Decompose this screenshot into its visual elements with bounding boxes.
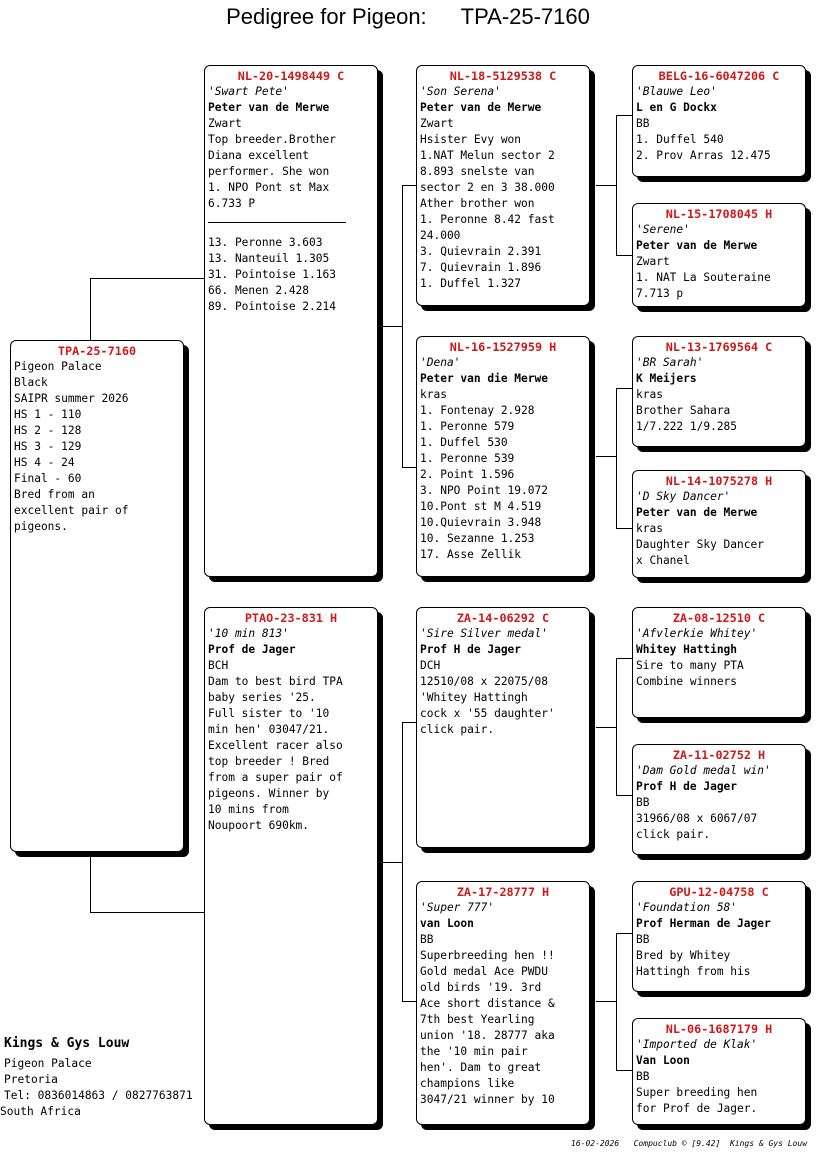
breeder-name: Prof H de Jager [636, 780, 738, 793]
pigeon-name: '10 min 813' [208, 627, 289, 640]
info-line: 1. Fontenay 2.928 [420, 404, 535, 417]
breeder-name: Whitey Hattingh [636, 643, 738, 656]
title-prefix: Pedigree for Pigeon: [226, 4, 427, 29]
info-line: from a super pair of [208, 771, 343, 784]
info-line: Bred by Whitey [636, 949, 731, 962]
ddd-card[interactable] [632, 1018, 806, 1125]
ring-number: NL-18-5129538 C [449, 69, 557, 83]
pigeon-name: 'Afvlerkie Whitey' [636, 627, 758, 640]
connector-line [616, 388, 632, 389]
info-line: 10 mins from [208, 803, 289, 816]
info-line: 1. NAT La Souteraine [636, 271, 771, 284]
ring-number: GPU-12-04758 C [669, 885, 769, 899]
connector-line [382, 326, 402, 327]
info-line: min hen' 03047/21. [208, 723, 330, 736]
info-line: 3. Quievrain 2.391 [420, 245, 542, 258]
info-line: 1. Peronne 8.42 fast [420, 213, 555, 226]
result-line: 13. Peronne 3.603 [208, 236, 323, 249]
info-line: 2. Point 1.596 [420, 468, 515, 481]
dss-card[interactable] [632, 607, 806, 718]
connector-line [616, 658, 617, 795]
ring-number: NL-15-1708045 H [665, 207, 773, 221]
info-line: kras [636, 388, 663, 401]
info-line: HS 3 - 129 [14, 440, 82, 453]
info-line: BB [636, 1070, 650, 1083]
info-line: 10. Sezanne 1.253 [420, 532, 535, 545]
info-line: the '10 min pair [420, 1045, 528, 1058]
connector-line [616, 388, 617, 528]
connector-line [616, 528, 632, 529]
info-line: baby series '25. [208, 691, 316, 704]
connector-line [402, 467, 416, 468]
info-line: 17. Asse Zellik [420, 548, 522, 561]
info-line: Full sister to '10 [208, 707, 330, 720]
owner-line: Tel: 0836014863 / 0827763871 [4, 1089, 193, 1102]
info-line: 24.000 [420, 229, 461, 242]
connector-line [402, 1001, 416, 1002]
connector-line [616, 115, 632, 116]
connector-line [402, 722, 403, 1001]
page-title [0, 4, 816, 30]
pigeon-name: 'Son Serena' [420, 85, 501, 98]
info-line: click pair. [420, 723, 495, 736]
breeder-name: Prof Herman de Jager [636, 917, 771, 930]
connector-line [90, 278, 204, 279]
connector-line [596, 185, 616, 186]
pigeon-name: 'Swart Pete' [208, 85, 289, 98]
info-line: kras [420, 388, 447, 401]
info-line: Daughter Sky Dancer [636, 538, 764, 551]
pigeon-name: 'Sire Silver medal' [420, 627, 548, 640]
info-line: Ace short distance & [420, 997, 555, 1010]
pigeon-name: 'Imported de Klak' [636, 1038, 758, 1051]
result-line: 89. Pointoise 2.214 [208, 300, 336, 313]
info-line: Dam to best bird TPA [208, 675, 343, 688]
sdd-card[interactable] [632, 470, 806, 578]
info-line: 3. NPO Point 19.072 [420, 484, 548, 497]
info-line: Bred from an [14, 488, 95, 501]
info-line: pigeons. [14, 520, 68, 533]
info-line: 1. Duffel 1.327 [420, 277, 522, 290]
info-line: x Chanel [636, 554, 690, 567]
dam-sire-card[interactable] [416, 607, 590, 848]
info-line: union '18. 28777 aka [420, 1029, 555, 1042]
info-line: BB [636, 117, 650, 130]
ring-number: PTAO-23-831 H [244, 611, 338, 625]
pigeon-name: 'Super 777' [420, 901, 495, 914]
info-line: Hsister Evy won [420, 133, 522, 146]
connector-line [616, 658, 632, 659]
ring-number: ZA-08-12510 C [672, 611, 766, 625]
connector-line [596, 1001, 616, 1002]
info-line: top breeder ! Bred [208, 755, 330, 768]
info-line: 1. Peronne 539 [420, 452, 515, 465]
sire-dam-card[interactable] [416, 336, 590, 577]
connector-line [402, 185, 416, 186]
breeder-name: Prof H de Jager [420, 643, 522, 656]
pigeon-name: 'Blauwe Leo' [636, 85, 717, 98]
info-line: 1. Peronne 579 [420, 420, 515, 433]
info-line: 1. Duffel 540 [636, 133, 724, 146]
info-line: HS 4 - 24 [14, 456, 75, 469]
result-line: 31. Pointoise 1.163 [208, 268, 336, 281]
info-line: 31966/08 x 6067/07 [636, 812, 758, 825]
breeder-name: Prof de Jager [208, 643, 296, 656]
breeder-name: K Meijers [636, 372, 697, 385]
info-line: Diana excellent [208, 149, 310, 162]
ring-number: ZA-17-28777 H [456, 885, 550, 899]
info-line: performer. She won [208, 165, 330, 178]
connector-line [616, 1070, 632, 1071]
dam-card[interactable] [204, 607, 378, 1125]
info-line: 10.Quievrain 3.948 [420, 516, 542, 529]
sire-sire-card[interactable] [416, 65, 590, 306]
info-line: Hattingh from his [636, 965, 751, 978]
title-ring: TPA-25-7160 [460, 4, 590, 29]
pigeon-name: 'D Sky Dancer' [636, 490, 731, 503]
info-line: hen'. Dam to great [420, 1061, 542, 1074]
breeder-name: L en G Dockx [636, 101, 717, 114]
connector-line [382, 862, 402, 863]
info-line: old birds '19. 3rd [420, 981, 542, 994]
owner-line: Pigeon Palace [4, 1057, 92, 1070]
pigeon-name: 'Dena' [420, 356, 461, 369]
connector-line [616, 933, 617, 1070]
ring-number: ZA-14-06292 C [456, 611, 550, 625]
info-line: 6.733 P [208, 197, 256, 210]
info-line: 1/7.222 1/9.285 [636, 420, 738, 433]
sire-card[interactable] [204, 65, 378, 577]
breeder-name: Peter van de Merwe [420, 101, 542, 114]
breeder-name: Peter van de Merwe [208, 101, 330, 114]
owner-info [0, 1036, 193, 1120]
info-line: 12510/08 x 22075/08 [420, 675, 548, 688]
result-line: 13. Nanteuil 1.305 [208, 252, 330, 265]
ring-number: NL-16-1527959 H [449, 340, 557, 354]
connector-line [616, 933, 632, 934]
pigeon-name: 'BR Sarah' [636, 356, 704, 369]
info-line: HS 2 - 128 [14, 424, 82, 437]
pigeon-name: 'Serene' [636, 223, 690, 236]
info-line: Ather brother won [420, 197, 535, 210]
info-line: Sire to many PTA [636, 659, 744, 672]
connector-line [402, 722, 416, 723]
info-line: Pigeon Palace [14, 360, 102, 373]
info-line: Final - 60 [14, 472, 82, 485]
connector-line [90, 912, 204, 913]
info-line: 3047/21 winner by 10 [420, 1093, 555, 1106]
footer-credit: 16-02-2026 Compuclub © [9.42] Kings & Gys Louw [571, 1139, 808, 1148]
info-line: Excellent racer also [208, 739, 343, 752]
info-line: SAIPR summer 2026 [14, 392, 129, 405]
ring-number: NL-20-1498449 C [237, 69, 345, 83]
info-line: HS 1 - 110 [14, 408, 82, 421]
info-line: BB [636, 933, 650, 946]
info-line: Superbreeding hen !! [420, 949, 555, 962]
sds-card[interactable] [632, 336, 806, 447]
info-line: BCH [208, 659, 229, 672]
info-line: BB [636, 796, 650, 809]
info-line: 'Whitey Hattingh [420, 691, 528, 704]
info-line: click pair. [636, 828, 711, 841]
dsd-card[interactable] [632, 744, 806, 855]
info-line: pigeons. Winner by [208, 787, 330, 800]
owner-line: South Africa [0, 1105, 81, 1118]
breeder-name: Peter van de Merwe [636, 506, 758, 519]
info-line: sector 2 en 3 38.000 [420, 181, 555, 194]
info-line: BB [420, 933, 434, 946]
connector-line [596, 456, 616, 457]
owner-name: Kings & Gys Louw [4, 1036, 130, 1051]
ssd-card[interactable] [632, 203, 806, 307]
connector-line [616, 255, 632, 256]
info-line: 1. NPO Pont st Max [208, 181, 330, 194]
info-line: Noupoort 690km. [208, 819, 310, 832]
breeder-name: Peter van de Merwe [636, 239, 758, 252]
connector-line [90, 278, 91, 340]
info-line: Combine winners [636, 675, 738, 688]
info-line: 10.Pont st M 4.519 [420, 500, 542, 513]
info-line: 7. Quievrain 1.896 [420, 261, 542, 274]
connector-line [616, 795, 632, 796]
separator-line [208, 222, 346, 223]
ring-number: ZA-11-02752 H [672, 748, 766, 762]
info-line: 1. Duffel 530 [420, 436, 508, 449]
info-line: cock x '55 daughter' [420, 707, 555, 720]
info-line: 7th best Yearling [420, 1013, 535, 1026]
subject-card[interactable] [10, 340, 184, 852]
info-line: 8.893 snelste van [420, 165, 535, 178]
info-line: champions like [420, 1077, 515, 1090]
info-line: Zwart [636, 255, 670, 268]
pigeon-name: 'Dam Gold medal win' [636, 764, 771, 777]
ring-number: BELG-16-6047206 C [658, 69, 780, 83]
connector-line [596, 727, 616, 728]
connector-line [402, 185, 403, 467]
connector-line [90, 857, 91, 912]
info-line: Gold medal Ace PWDU [420, 965, 548, 978]
info-line: 1.NAT Melun sector 2 [420, 149, 555, 162]
info-line: kras [636, 522, 663, 535]
info-line: Brother Sahara [636, 404, 731, 417]
connector-line [616, 115, 617, 255]
dds-card[interactable] [632, 881, 806, 992]
ring-number: NL-13-1769564 C [665, 340, 773, 354]
breeder-name: Peter van die Merwe [420, 372, 548, 385]
result-line: 66. Menen 2.428 [208, 284, 310, 297]
dam-dam-card[interactable] [416, 881, 590, 1125]
info-line: DCH [420, 659, 441, 672]
info-line: 7.713 p [636, 287, 684, 300]
info-line: excellent pair of [14, 504, 129, 517]
pigeon-name: 'Foundation 58' [636, 901, 738, 914]
info-line: Zwart [208, 117, 242, 130]
info-line: Top breeder.Brother [208, 133, 336, 146]
info-line: Super breeding hen [636, 1086, 758, 1099]
ring-number: NL-14-1075278 H [665, 474, 773, 488]
breeder-name: Van Loon [636, 1054, 690, 1067]
info-line: 2. Prov Arras 12.475 [636, 149, 771, 162]
info-line: Zwart [420, 117, 454, 130]
info-line: for Prof de Jager. [636, 1102, 758, 1115]
ring-number: NL-06-1687179 H [665, 1022, 773, 1036]
owner-line: Pretoria [4, 1073, 58, 1086]
info-line: Black [14, 376, 48, 389]
ring-number: TPA-25-7160 [57, 344, 137, 358]
breeder-name: van Loon [420, 917, 474, 930]
sss-card[interactable] [632, 65, 806, 177]
